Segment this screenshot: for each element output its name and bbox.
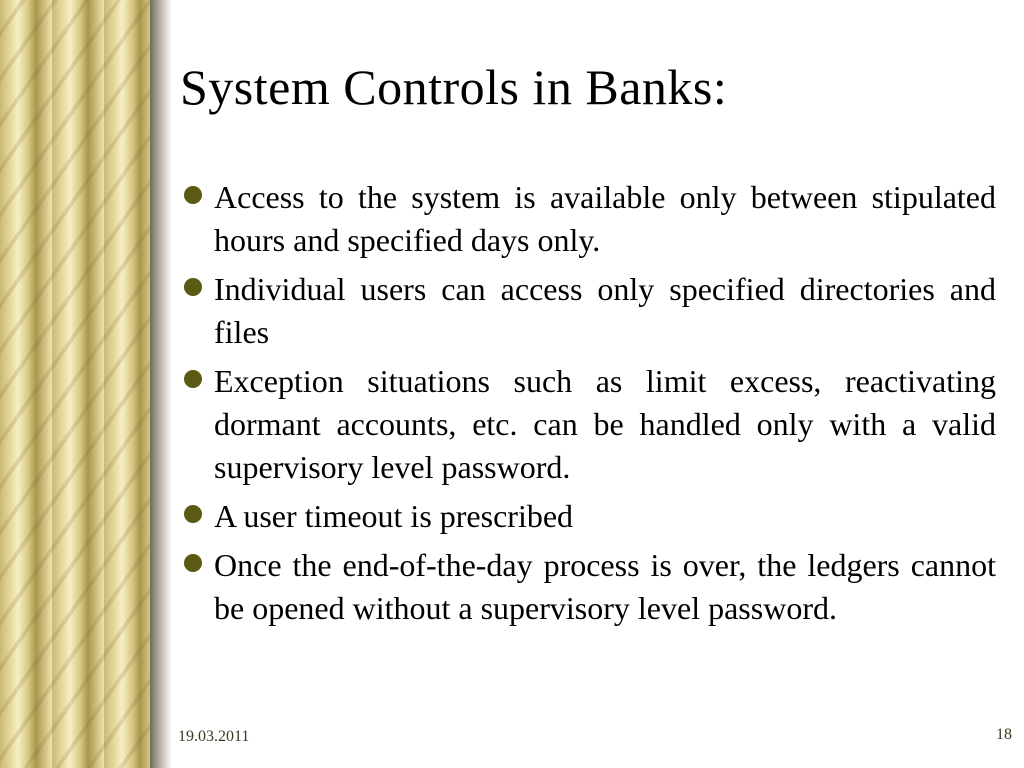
bullet-text: Access to the system is available only between stipulated hours and specified days only. [214, 179, 996, 258]
bullet-text: Once the end-of-the-day process is over, the ledgers cannot be opened without a supervisory level password. [214, 547, 996, 626]
footer-date: 19.03.2011 [178, 728, 250, 745]
side-band-shadow [150, 0, 172, 768]
bullet-item [184, 176, 996, 262]
bullet-text: A user timeout is prescribed [214, 498, 574, 534]
bullet-dot-icon [184, 278, 202, 296]
bullet-item [184, 544, 996, 630]
bullet-dot-icon [184, 554, 202, 572]
slide-title: System Controls in Banks: [180, 59, 728, 115]
bullet-list [184, 176, 996, 636]
bullet-text: Exception situations such as limit excess, reactivating dormant accounts, etc. can be handled only with a valid supervisory level password. [214, 363, 996, 485]
bullet-dot-icon [184, 370, 202, 388]
bullet-dot-icon [184, 186, 202, 204]
bullet-text: Individual users can access only specified directories and files [214, 271, 996, 350]
decorative-side-band [0, 0, 150, 768]
bullet-item [184, 268, 996, 354]
bullet-item [184, 360, 996, 489]
bullet-item [184, 495, 996, 538]
footer-page-number: 18 [996, 726, 1012, 743]
bullet-dot-icon [184, 505, 202, 523]
